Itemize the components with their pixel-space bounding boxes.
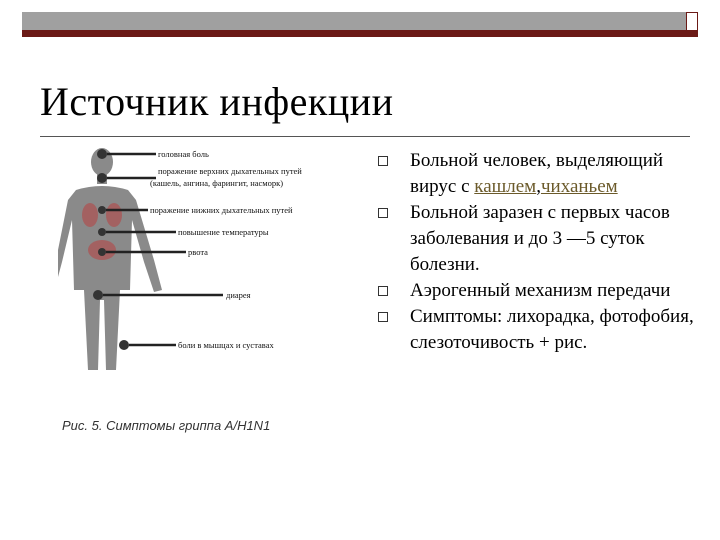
link-cough[interactable]: кашлем — [474, 176, 537, 197]
bullet-square-icon — [378, 312, 388, 322]
label-vomiting: рвота — [188, 247, 208, 257]
human-body-silhouette — [58, 148, 162, 370]
flu-symptoms-figure — [58, 140, 348, 440]
bullet-item-4 — [372, 304, 702, 356]
bullet-item-3 — [372, 278, 702, 304]
bullet-square-icon — [378, 286, 388, 296]
label-diarrhea: диарея — [226, 290, 251, 300]
title-divider — [40, 136, 690, 137]
label-headache: головная боль — [158, 149, 209, 159]
label-fever: повышение температуры — [178, 227, 269, 237]
bullet-2-text: Больной заразен с первых часов заболевания и до 3 —5 суток болезни. — [410, 202, 670, 275]
bullet-square-icon — [378, 208, 388, 218]
label-lower-airways: поражение нижних дыхательных путей — [150, 205, 293, 215]
bullet-1-text: Больной человек, выделяющий вирус с — [410, 150, 664, 197]
bullet-item-1 — [372, 148, 702, 200]
bullet-item-2 — [372, 200, 702, 278]
link-sneeze[interactable]: чиханьем — [540, 176, 618, 197]
bullet-3-text: Аэрогенный механизм передачи — [410, 280, 671, 301]
slide-title: Источник инфекции — [40, 79, 394, 124]
header-accent-line — [22, 30, 686, 37]
figure-caption: Рис. 5. Симптомы гриппа A/H1N1 — [62, 418, 271, 433]
bullet-list — [372, 148, 702, 356]
label-muscle-pain: боли в мышцах и суставах — [178, 340, 274, 350]
header-corner-fill — [686, 30, 698, 37]
label-upper-airways: поражение верхних дыхательных путей — [158, 166, 302, 176]
label-upper-airways-detail: (кашель, ангина, фарингит, насморк) — [150, 178, 284, 188]
bullet-1-separator: , — [536, 176, 541, 197]
bullet-4-text: Симптомы: лихорадка, фотофобия, слезоточивость + рис. — [410, 306, 694, 353]
bullet-square-icon — [378, 156, 388, 166]
